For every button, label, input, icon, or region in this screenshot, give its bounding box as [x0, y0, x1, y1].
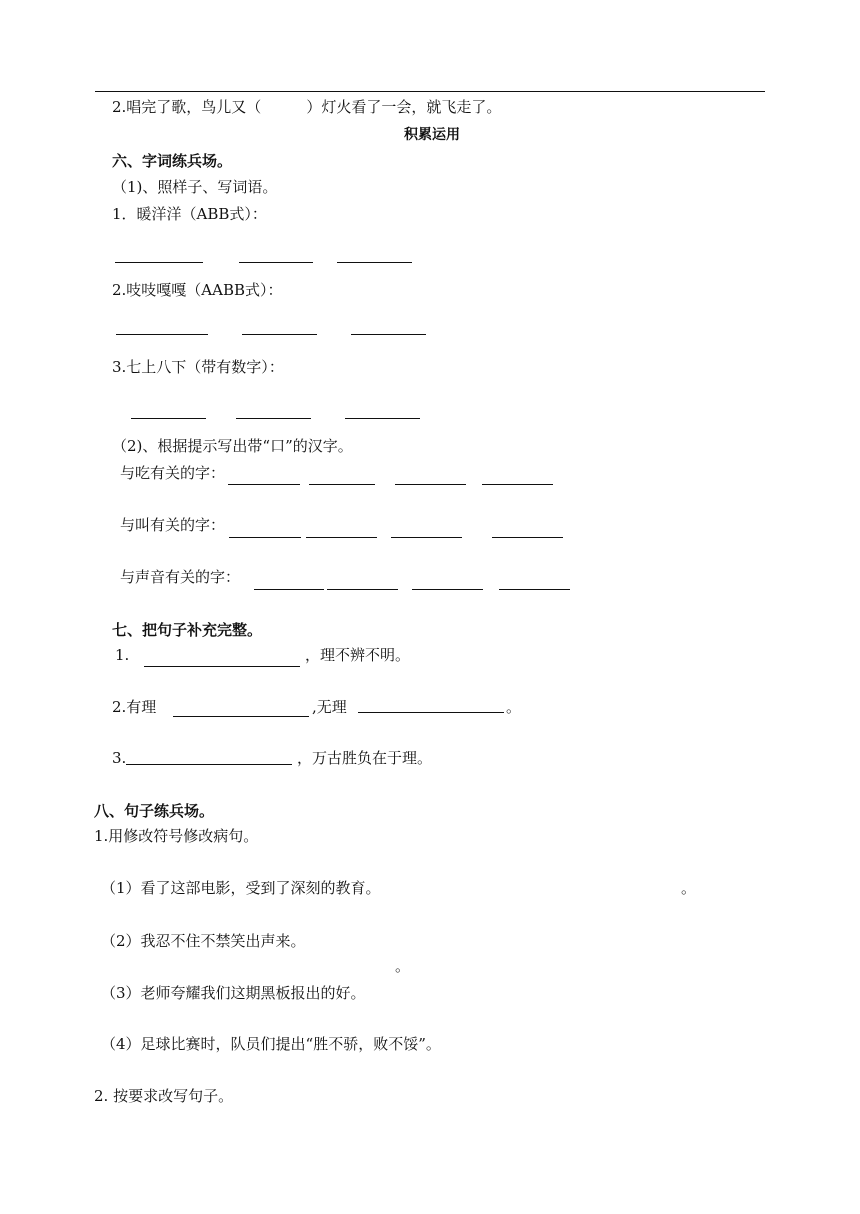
section-8-title: 八、句子练兵场。	[94, 802, 215, 820]
sick-sentence-3: （3）老师夸耀我们这期黑板报出的好。	[101, 984, 366, 1002]
item-3-number: 3.七上八下（带有数字）：	[112, 358, 284, 376]
answer-blank[interactable]	[412, 589, 483, 590]
answer-blank[interactable]	[492, 537, 563, 538]
header-rule	[95, 91, 765, 92]
answer-blank[interactable]	[229, 537, 301, 538]
part-2-instruction: （2)、根据提示写出带“口”的汉字。	[112, 437, 353, 455]
sound-related-label: 与声音有关的字：	[120, 568, 241, 586]
answer-blank[interactable]	[239, 262, 313, 263]
answer-blank[interactable]	[499, 589, 570, 590]
answer-blank[interactable]	[144, 666, 300, 667]
sentence-3-text: ，万古胜负在于理。	[297, 749, 433, 767]
sentence-2-end: 。	[506, 698, 522, 716]
answer-blank[interactable]	[306, 537, 377, 538]
item-2-aabb: 2.吱吱嘎嘎（AABB式）：	[112, 281, 283, 299]
sick-sentence-2: （2）我忍不住不禁笑出声来。	[101, 932, 306, 950]
section-6-title: 六、字词练兵场。	[112, 152, 233, 170]
section-title: 积累运用	[404, 127, 460, 143]
sentence-1-text: ，理不辨不明。	[305, 646, 411, 664]
answer-blank[interactable]	[309, 484, 375, 485]
answer-blank[interactable]	[254, 589, 324, 590]
sick-sentence-1: （1）看了这部电影，受到了深刻的教育。	[101, 879, 381, 897]
sick-sentence-1-end: 。	[681, 879, 697, 897]
sentence-1-number: 1.	[115, 646, 130, 664]
sentence-2-middle: ,无理	[312, 698, 347, 716]
answer-blank[interactable]	[358, 712, 504, 713]
answer-blank[interactable]	[327, 589, 398, 590]
answer-blank[interactable]	[337, 262, 412, 263]
answer-blank[interactable]	[126, 764, 292, 765]
answer-blank[interactable]	[236, 418, 311, 419]
answer-blank[interactable]	[395, 484, 466, 485]
sentence-3-number: 3.	[112, 749, 127, 767]
answer-blank[interactable]	[351, 334, 426, 335]
part-1-instruction: （1)、照样子、写词语。	[112, 178, 278, 196]
question-2-line: 2.唱完了歌，鸟儿又（ ）灯火看了一会，就飞走了。	[112, 98, 502, 116]
answer-blank[interactable]	[131, 418, 206, 419]
sick-sentence-4: （4）足球比赛时，队员们提出“胜不骄，败不馁”。	[101, 1035, 441, 1053]
answer-blank[interactable]	[173, 716, 309, 717]
answer-blank[interactable]	[115, 262, 203, 263]
answer-blank[interactable]	[482, 484, 553, 485]
eat-related-label: 与吃有关的字：	[120, 464, 226, 482]
answer-blank[interactable]	[391, 537, 462, 538]
section-8-subtitle: 1.用修改符号修改病句。	[94, 827, 259, 845]
item-1-abb: 1．暖洋洋（ABB式）：	[112, 205, 267, 223]
answer-blank[interactable]	[242, 334, 317, 335]
answer-blank[interactable]	[345, 418, 420, 419]
sick-sentence-2-end: 。	[395, 957, 411, 975]
call-related-label: 与叫有关的字：	[120, 516, 226, 534]
section-7-title: 七、把句子补充完整。	[112, 621, 263, 639]
answer-blank[interactable]	[116, 334, 208, 335]
sentence-2-start: 2.有理	[112, 698, 157, 716]
answer-blank[interactable]	[228, 484, 300, 485]
section-8-part-2: 2. 按要求改写句子。	[94, 1087, 234, 1105]
